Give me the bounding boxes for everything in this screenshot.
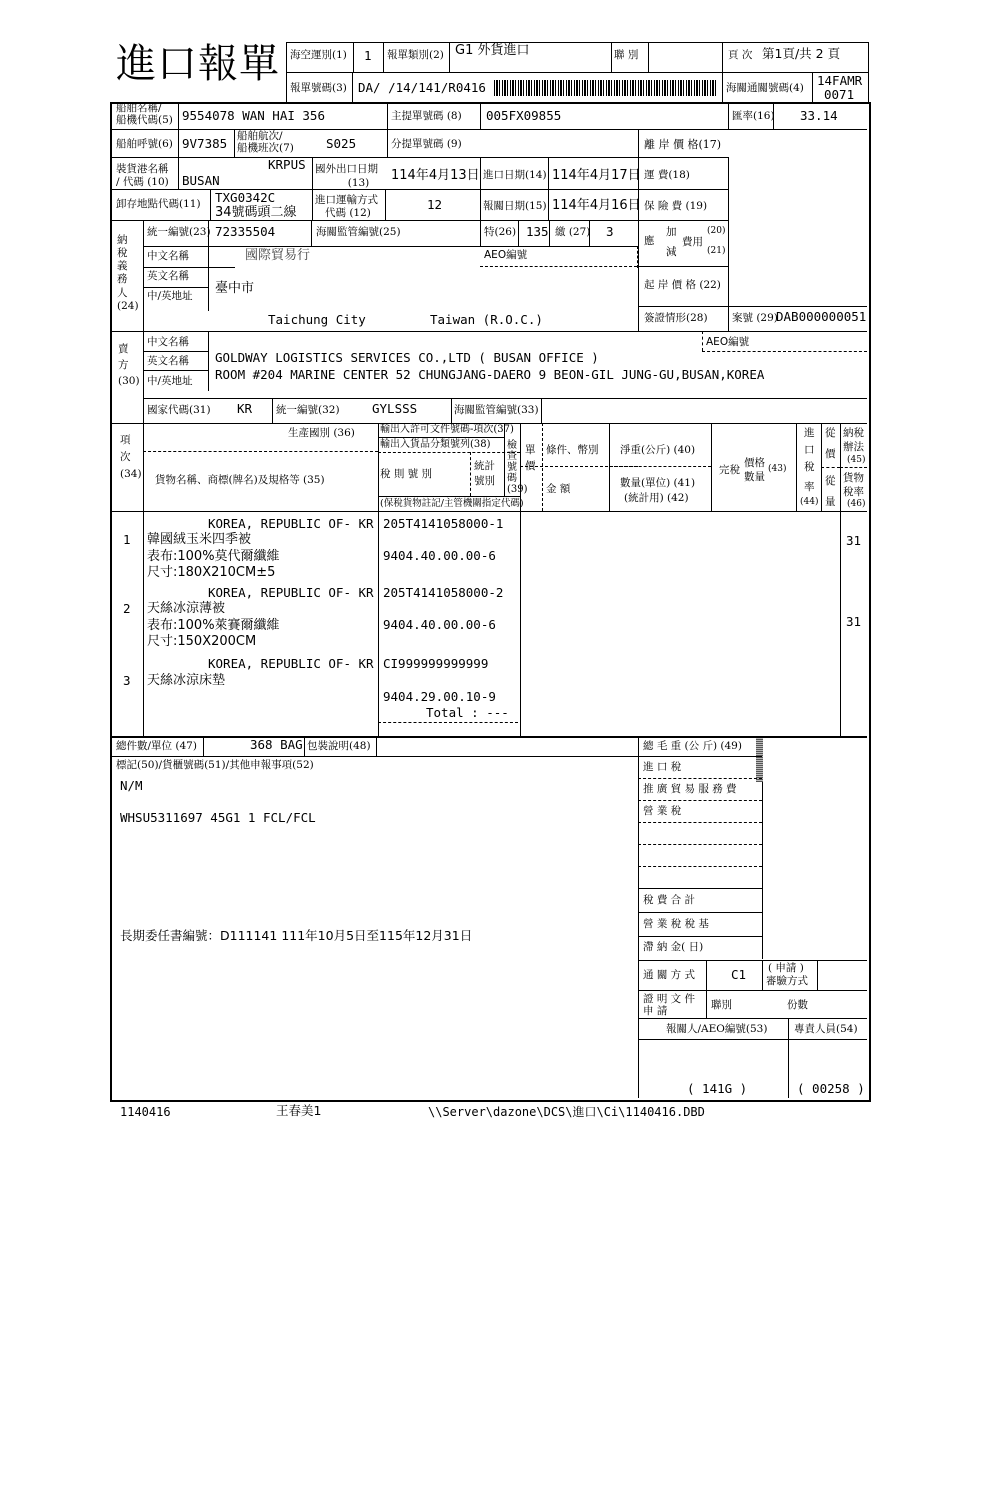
rule xyxy=(286,72,868,73)
rule xyxy=(143,267,235,268)
rule xyxy=(639,306,867,307)
stamp-value: 3 xyxy=(606,224,614,239)
rule xyxy=(638,129,639,331)
rule xyxy=(480,102,481,130)
seller-country-label: 國家代碼(31) xyxy=(147,404,211,416)
seller-addr-label: 中/英地址 xyxy=(147,375,193,387)
rule xyxy=(609,423,610,511)
item-spec: 表布:100%萊賽爾纖維 xyxy=(147,618,280,633)
rule xyxy=(840,467,867,468)
rule xyxy=(112,756,638,757)
rule xyxy=(143,451,378,452)
voyage-label xyxy=(237,131,294,154)
rule xyxy=(112,189,728,190)
item-no: 1 xyxy=(123,532,131,547)
rule xyxy=(470,452,471,496)
importer-uid-label: 統一編號(23) xyxy=(147,226,211,238)
rule xyxy=(796,423,797,511)
rule xyxy=(387,102,388,158)
seller-zh-name-label: 中文名稱 xyxy=(147,336,189,348)
importer-monitor-label: 海關監管編號(25) xyxy=(316,226,401,238)
rule xyxy=(112,331,867,332)
goods-tax-header-1: 貨物 xyxy=(843,472,864,484)
voyage-value: S025 xyxy=(326,136,357,151)
export-date-label xyxy=(315,163,378,190)
unit-price-header: 單價 xyxy=(525,444,536,472)
duty-rate-header-4: 率 xyxy=(804,481,815,493)
rule xyxy=(868,42,869,102)
biz-tax-base-label: 營 業 稅 稅 基 xyxy=(643,918,709,930)
rule xyxy=(638,1018,867,1019)
vessel-label-line2: 船機代碼(5) xyxy=(116,113,173,126)
rule xyxy=(234,129,235,158)
qty-header-1: 數量(單位) (41) xyxy=(620,477,696,489)
rate-value: 33.14 xyxy=(800,108,838,123)
dutiable-header-1: 完稅 xyxy=(719,464,740,476)
rule xyxy=(383,42,384,72)
item-tariff: 9404.29.00.10-9 xyxy=(383,689,496,704)
rule xyxy=(548,157,549,220)
rule xyxy=(449,42,450,72)
rule xyxy=(706,960,707,1018)
rule xyxy=(112,220,728,221)
adj-fee-label: 費用 xyxy=(682,236,703,248)
origin-header: 生產國別 (36) xyxy=(288,427,355,439)
importer-addr-country-value: Taiwan (R.O.C.) xyxy=(430,312,543,327)
rule xyxy=(611,42,612,72)
packing-label: 包裝說明(48) xyxy=(307,740,371,752)
transport-mode-value: 1 xyxy=(364,48,372,63)
seller-side-label: 賣方(30) xyxy=(118,343,140,387)
export-date-label-line1: 國外出口日期 xyxy=(315,163,378,175)
transport-mode-label: 海空運別(1) xyxy=(290,49,347,61)
cert-label: 簽證情形(28) xyxy=(644,312,708,324)
apply-label-1: ( 申請 ) xyxy=(768,962,804,974)
ad-valorem-header-1: 從 xyxy=(825,427,836,439)
rule xyxy=(542,423,543,511)
qty-header-2: (統計用) (42) xyxy=(624,492,689,504)
rule xyxy=(143,246,637,247)
storage-code-value: TXG0342C xyxy=(215,190,276,205)
barcode-image xyxy=(494,80,716,96)
rule xyxy=(638,960,867,961)
rule xyxy=(638,844,762,845)
rule xyxy=(638,990,867,991)
rule xyxy=(385,189,386,220)
transport-label-line2: 代碼 (12) xyxy=(325,206,371,219)
rule xyxy=(638,1039,867,1040)
transport-label xyxy=(315,194,378,219)
rule xyxy=(638,756,762,757)
item-no: 2 xyxy=(123,601,131,616)
rule xyxy=(143,370,208,371)
rule xyxy=(272,398,273,423)
special-label: 特(26) xyxy=(484,226,517,238)
import-date-value: 114年4月17日 xyxy=(552,168,641,183)
storage-label: 卸存地點代碼(11) xyxy=(116,198,201,210)
seller-country-value: KR xyxy=(237,401,253,416)
rule xyxy=(143,423,144,736)
importer-side-label: 納稅義務人(24) xyxy=(117,234,139,312)
officer-label: 專責人員(54) xyxy=(794,1023,858,1035)
print-date: 1140416 xyxy=(120,1105,171,1119)
item-tax-method: 31 xyxy=(846,614,862,629)
page-title: 進口報單 xyxy=(116,41,280,87)
importer-en-name-label: 英文名稱 xyxy=(147,270,189,282)
rule xyxy=(638,736,639,1098)
voyage-label-line2: 船機班次(7) xyxy=(237,141,294,154)
rule xyxy=(112,736,867,738)
rule xyxy=(378,437,504,438)
net-wt-header: 淨重(公斤) (40) xyxy=(620,444,696,456)
officer-code-value: ( 00258 ) xyxy=(797,1081,865,1096)
duty-rate-header-2: 口 xyxy=(804,444,815,456)
case-value: DAB000000051 xyxy=(776,309,867,324)
item-name: 天絲冰涼薄被 xyxy=(147,601,226,616)
rule xyxy=(378,452,520,453)
dutiable-header-3: 數量 xyxy=(744,471,765,483)
rule xyxy=(788,1018,789,1098)
decl-type-label: 報單類別(2) xyxy=(387,49,444,61)
ad-valorem-header-2: 價 xyxy=(825,448,836,460)
freight-label: 運 費(18) xyxy=(644,169,690,181)
rule xyxy=(451,398,452,423)
stat-header-1: 統計 xyxy=(474,460,495,472)
master-bl-label: 主提單號碼 (8) xyxy=(391,110,462,122)
clearance-label: 通 關 方 式 xyxy=(643,969,696,981)
rule xyxy=(840,423,841,736)
rule xyxy=(480,220,481,246)
rule xyxy=(143,351,208,352)
rate-label: 匯率(16) xyxy=(732,110,775,122)
rule xyxy=(480,266,637,267)
rule xyxy=(609,466,711,467)
business-tax-label: 營 業 稅 xyxy=(643,805,682,817)
voyage-label-line1: 船舶航次/ xyxy=(237,130,283,142)
tariff-header: 稅 則 號 別 xyxy=(380,468,433,480)
vessel-label-line1: 船舶名稱/ xyxy=(116,102,162,114)
promo-fee-label: 推 廣 貿 易 服 務 費 xyxy=(643,783,737,795)
rule xyxy=(702,351,867,352)
port-label-line2: / 代碼 (10) xyxy=(116,175,169,188)
rule xyxy=(821,467,840,468)
decl-date-value: 114年4月16日 xyxy=(552,198,641,213)
duty-rate-header-1: 進 xyxy=(804,427,815,439)
permit-header-2: 輸出入貨品分類號列(38) xyxy=(380,439,491,450)
goods-tax-header-46: (46) xyxy=(847,499,866,509)
importer-addr-zh-value: 臺中市 xyxy=(215,281,255,296)
transport-value: 12 xyxy=(427,197,443,212)
cif-label: 起 岸 價 格 (22) xyxy=(644,279,721,291)
decl-type-value: G1 外貨進口 xyxy=(455,43,530,58)
rule xyxy=(480,157,481,220)
marks-value: N/M xyxy=(120,778,143,793)
decl-no-value: DA/ /14/141/R0416 xyxy=(358,80,486,95)
export-date-value: 114年4月13日 xyxy=(391,168,480,183)
tax-method-header-2: 辦法 xyxy=(843,441,864,453)
importer-addr-label: 中/英地址 xyxy=(147,290,193,302)
item-tariff: 9404.40.00.00-6 xyxy=(383,617,496,632)
duty-rate-header-3: 稅 xyxy=(804,461,815,473)
port-code-value: KRPUS xyxy=(268,157,306,172)
rule xyxy=(376,736,377,756)
stamp-label: 繳 (27) xyxy=(555,226,591,238)
adj-add-label: 加 xyxy=(666,226,677,238)
item-spec: 尺寸:150X200CM xyxy=(147,634,257,649)
total-text: Total : --- xyxy=(426,705,509,720)
rule xyxy=(311,220,312,246)
importer-addr-city-value: Taichung City xyxy=(268,312,366,327)
clearance-value: C1 xyxy=(731,967,747,982)
adj-sub-label: 減 xyxy=(666,246,677,258)
tax-method-header-1: 納稅 xyxy=(843,427,864,439)
shaded-strip xyxy=(756,738,763,782)
item-origin: KOREA, REPUBLIC OF- KR xyxy=(208,585,374,600)
rule xyxy=(286,42,868,43)
rule xyxy=(143,287,208,288)
rule xyxy=(378,496,520,497)
item-name: 韓國絨玉米四季被 xyxy=(147,532,252,547)
operator-name: 王春美1 xyxy=(276,1103,322,1118)
special-value: 135 xyxy=(526,224,549,239)
rule xyxy=(178,102,179,190)
rule xyxy=(728,306,729,331)
rule xyxy=(728,102,729,130)
broker-label: 報關人/AEO編號(53) xyxy=(666,1023,768,1035)
broker-code-value: ( 141G ) xyxy=(687,1081,748,1096)
decl-no-label: 報單號碼(3) xyxy=(290,82,347,94)
long-term-value: 長期委任書編號：D111141 111年10月5日至115年12月31日 xyxy=(120,928,473,943)
adj-yin-label: 應 xyxy=(644,235,655,247)
duty-rate-header-44: (44) xyxy=(800,497,819,507)
terms-header: 條件、幣別 xyxy=(546,444,599,456)
tax-total-label: 稅 費 合 計 xyxy=(643,894,696,906)
adj-20-label: (20) xyxy=(707,226,726,236)
seller-en-name-label: 英文名稱 xyxy=(147,355,189,367)
rule xyxy=(638,800,762,801)
rule xyxy=(203,736,204,756)
bonded-note-header: (保稅貨物註記/主管機關指定代碼) xyxy=(380,498,524,509)
insurance-label: 保 險 費 (19) xyxy=(644,200,708,212)
item-origin: KOREA, REPUBLIC OF- KR xyxy=(208,516,374,531)
item-origin: KOREA, REPUBLIC OF- KR xyxy=(208,656,374,671)
importer-zh-name-value: 國際貿易行 xyxy=(245,248,311,263)
permit-header-1: 輸出入許可文件號碼-項次(37) xyxy=(380,424,514,435)
marks-label: 標記(50)/貨櫃號碼(51)/其他申報事項(52) xyxy=(116,759,314,771)
apply-label-2: 審驗方式 xyxy=(766,975,808,987)
rule xyxy=(208,331,209,391)
importer-uid-value: 72335504 xyxy=(215,224,276,239)
doc-label-1: 證 明 文 件 xyxy=(643,993,696,1005)
rule xyxy=(378,423,379,736)
rule xyxy=(378,722,518,723)
item-name: 天絲冰涼床墊 xyxy=(147,673,226,688)
rule xyxy=(352,72,353,102)
gross-weight-label: 總 毛 重 (公 斤) (49) xyxy=(643,740,742,752)
rule xyxy=(518,220,519,246)
item-spec: 表布:100%莫代爾纖維 xyxy=(147,549,280,564)
customs-code-1: 14FAMR xyxy=(817,73,863,88)
rule xyxy=(817,960,818,990)
rule xyxy=(762,960,763,990)
stat-header-2: 號別 xyxy=(474,475,495,487)
transport-label-line1: 進口運輸方式 xyxy=(315,194,378,206)
importer-aeo-label: AEO編號 xyxy=(484,249,528,261)
copy-label: 聯 別 xyxy=(614,49,639,61)
callsign-value: 9V7385 xyxy=(182,136,228,151)
item-permit: 205T4141058000-1 xyxy=(383,516,504,531)
seller-addr-value: ROOM #204 MARINE CENTER 52 CHUNGJANG-DAERO 9 BEON-GIL JUNG-GU,BUSAN,KOREA xyxy=(215,367,765,382)
case-label: 案號 (29) xyxy=(732,312,778,324)
dutiable-header-2: 價格 xyxy=(744,457,765,469)
customs-code-2: 0071 xyxy=(824,87,855,102)
item-tariff: 9404.40.00.00-6 xyxy=(383,548,496,563)
storage-name-value: 34號碼頭二線 xyxy=(215,205,297,220)
rule xyxy=(722,42,723,102)
packages-value: 368 BAG xyxy=(250,737,303,752)
rule xyxy=(639,266,728,267)
rule xyxy=(112,511,867,512)
rule xyxy=(353,42,354,72)
rule xyxy=(304,736,305,756)
rule xyxy=(638,822,762,823)
copies-label: 份數 xyxy=(787,999,808,1011)
rule xyxy=(702,331,703,351)
rule xyxy=(638,778,762,779)
rule xyxy=(143,331,144,423)
item-tax-method: 31 xyxy=(846,533,862,548)
item-permit: CI999999999999 xyxy=(383,656,489,671)
rule xyxy=(812,72,813,102)
rule xyxy=(638,912,762,913)
rule xyxy=(143,220,144,332)
seller-monitor-label: 海關監管編號(33) xyxy=(454,404,539,416)
page-label: 頁 次 xyxy=(728,49,753,61)
import-tax-label: 進 口 稅 xyxy=(643,761,682,773)
export-date-label-line2: (13) xyxy=(347,176,370,189)
rule xyxy=(728,157,729,307)
rule xyxy=(520,423,521,736)
copy-type-label: 聯別 xyxy=(711,999,732,1011)
fob-label: 離 岸 價 格(17) xyxy=(644,138,722,151)
rule xyxy=(541,398,542,423)
tax-method-header-45: (45) xyxy=(847,455,866,465)
rule xyxy=(286,42,287,102)
rule xyxy=(210,189,211,220)
rule xyxy=(549,220,550,246)
vessel-label xyxy=(116,103,173,126)
item-spec: 尺寸:180X210CM±5 xyxy=(147,565,276,580)
rule xyxy=(312,157,313,220)
doc-label-2: 申 請 xyxy=(643,1005,668,1017)
seller-en-name-value: GOLDWAY LOGISTICS SERVICES CO.,LTD ( BUSAN OFFICE ) xyxy=(215,350,599,365)
rule xyxy=(648,42,649,72)
seller-uid-value: GYLSSS xyxy=(372,401,418,416)
late-fee-label: 滯 納 金( 日) xyxy=(643,941,704,953)
import-date-label: 進口日期(14) xyxy=(483,169,547,181)
page-count: 第1頁/共 2 頁 xyxy=(762,46,841,61)
item-no-header: 項次(34) xyxy=(120,434,142,480)
container-value: WHSU5311697 45G1 1 FCL/FCL xyxy=(120,810,316,825)
port-label-line1: 裝貨港名稱 xyxy=(116,163,169,175)
rule xyxy=(112,157,728,158)
house-bl-label: 分提單號碼 (9) xyxy=(391,138,462,150)
decl-date-label: 報關日期(15) xyxy=(483,200,547,212)
rule xyxy=(143,398,867,399)
amount-header: 金 額 xyxy=(546,483,571,495)
importer-zh-name-label: 中文名稱 xyxy=(147,250,189,262)
rule xyxy=(711,423,712,511)
file-path: \\Server\dazone\DCS\進口\Ci\1140416.DBD xyxy=(428,1105,705,1119)
port-value: BUSAN xyxy=(182,173,220,188)
callsign-label: 船舶呼號(6) xyxy=(116,138,173,150)
seller-uid-label: 統一編號(32) xyxy=(276,404,340,416)
adj-21-label: (21) xyxy=(707,246,726,256)
customs-code-label: 海關通關號碼(4) xyxy=(726,82,804,94)
rule xyxy=(112,129,867,130)
goods-tax-header-2: 稅率 xyxy=(843,486,864,498)
inspect-header: 檢查號碼(39) xyxy=(507,440,528,495)
rule xyxy=(638,866,762,867)
port-label xyxy=(116,163,169,188)
item-permit: 205T4141058000-2 xyxy=(383,585,504,600)
specific-header-2: 量 xyxy=(825,496,836,508)
packages-label: 總件數/單位 (47) xyxy=(116,740,197,752)
item-no: 3 xyxy=(123,673,131,688)
vessel-value: 9554078 WAN HAI 356 xyxy=(182,108,325,123)
master-bl-value: 005FX09855 xyxy=(486,108,562,123)
dutiable-header-43: (43) xyxy=(768,464,787,474)
seller-aeo-label: AEO編號 xyxy=(706,336,750,348)
desc-header: 貨物名稱、商標(牌名)及規格等 (35) xyxy=(155,474,325,486)
specific-header-1: 從 xyxy=(825,475,836,487)
rule xyxy=(638,888,762,889)
rule xyxy=(638,936,762,937)
rule xyxy=(637,246,638,268)
